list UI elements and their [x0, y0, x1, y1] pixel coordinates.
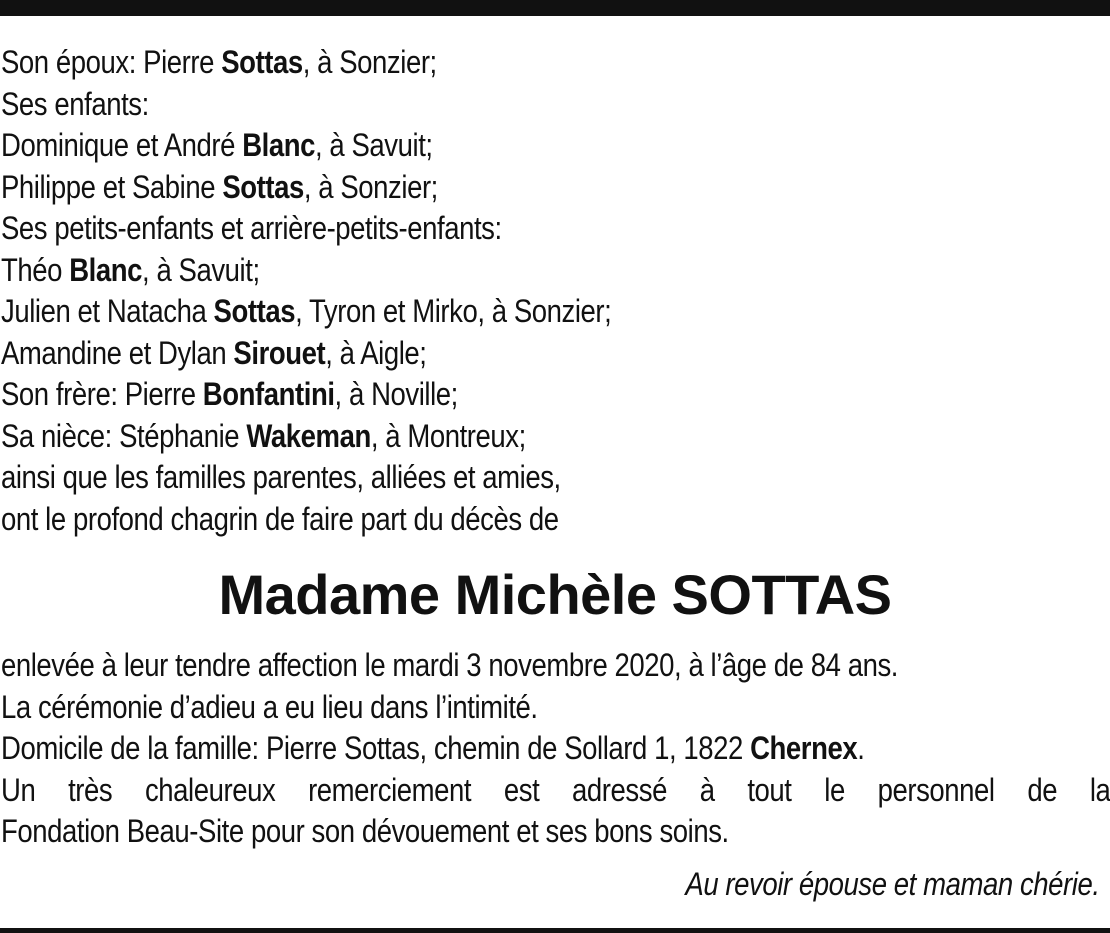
- line-text: Dominique et André: [1, 127, 243, 163]
- family-line: [1, 208, 947, 250]
- family-line: [1, 42, 947, 84]
- details-block: [1, 645, 1110, 853]
- line-text: Théo: [1, 251, 70, 288]
- family-line: [1, 167, 947, 209]
- ceremony-line: La cérémonie d’adieu a eu lieu dans l’intimité.: [1, 688, 538, 725]
- locality: Chernex: [750, 730, 858, 766]
- death-date-line: enlevée à leur tendre affection le mardi 3 novembre 2020, à l’âge de 84 ans.: [1, 647, 898, 683]
- family-line: [1, 416, 947, 458]
- line-text: , à Savuit;: [314, 127, 433, 163]
- family-line: [1, 84, 947, 126]
- line-text: Ses enfants:: [1, 85, 149, 122]
- family-list: [1, 42, 947, 540]
- thanks-line: Un très chaleureux remerciement est adressé à tout le personnel de la: [1, 771, 1110, 808]
- family-line: [1, 333, 947, 375]
- family-line: [1, 291, 947, 333]
- surname: Bonfantini: [202, 376, 335, 412]
- family-line: [1, 457, 947, 499]
- top-rule: [0, 0, 1110, 16]
- line-text: Son époux: Pierre: [1, 44, 222, 80]
- family-line: [1, 374, 947, 416]
- line-text: , à Sonzier;: [303, 168, 438, 205]
- surname: Sottas: [213, 293, 296, 329]
- line-text: Son frère: Pierre: [1, 376, 203, 412]
- line-text: , à Savuit;: [142, 251, 260, 288]
- line-text: Sa nièce: Stéphanie: [1, 417, 247, 454]
- line-text: , à Aigle;: [325, 334, 427, 371]
- surname: Wakeman: [246, 417, 371, 454]
- family-line: [1, 250, 947, 292]
- address-text: Domicile de la famille: Pierre Sottas, chemin de Sollard 1, 1822: [1, 730, 751, 766]
- surname: Sottas: [222, 168, 304, 205]
- line-text: , à Sonzier;: [302, 44, 437, 80]
- deceased-name: Madame Michèle SOTTAS: [218, 563, 892, 626]
- address-line: [1, 728, 1110, 770]
- thanks-line-end: Fondation Beau-Site pour son dévouement et ses bons soins.: [1, 813, 729, 849]
- line-text: , à Noville;: [334, 376, 458, 412]
- surname: Blanc: [242, 127, 315, 163]
- line-text: Amandine et Dylan: [1, 334, 234, 371]
- line-text: , à Montreux;: [370, 417, 526, 454]
- line-text: Julien et Natacha: [1, 293, 214, 329]
- line-text: ont le profond chagrin de faire part du décès de: [1, 500, 559, 537]
- address-end: .: [857, 730, 865, 766]
- family-line: [1, 125, 947, 167]
- line-text: Ses petits-enfants et arrière-petits-enfants:: [1, 210, 502, 246]
- line-text: ainsi que les familles parentes, alliées et amies,: [1, 459, 561, 495]
- surname: Sirouet: [233, 334, 326, 371]
- closing-line: Au revoir épouse et maman chérie.: [685, 866, 1100, 902]
- family-line: [1, 499, 947, 541]
- bottom-rule: [0, 928, 1110, 933]
- line-text: Philippe et Sabine: [1, 168, 223, 205]
- surname: Sottas: [221, 44, 303, 80]
- surname: Blanc: [69, 251, 143, 288]
- line-text: , Tyron et Mirko, à Sonzier;: [295, 293, 612, 329]
